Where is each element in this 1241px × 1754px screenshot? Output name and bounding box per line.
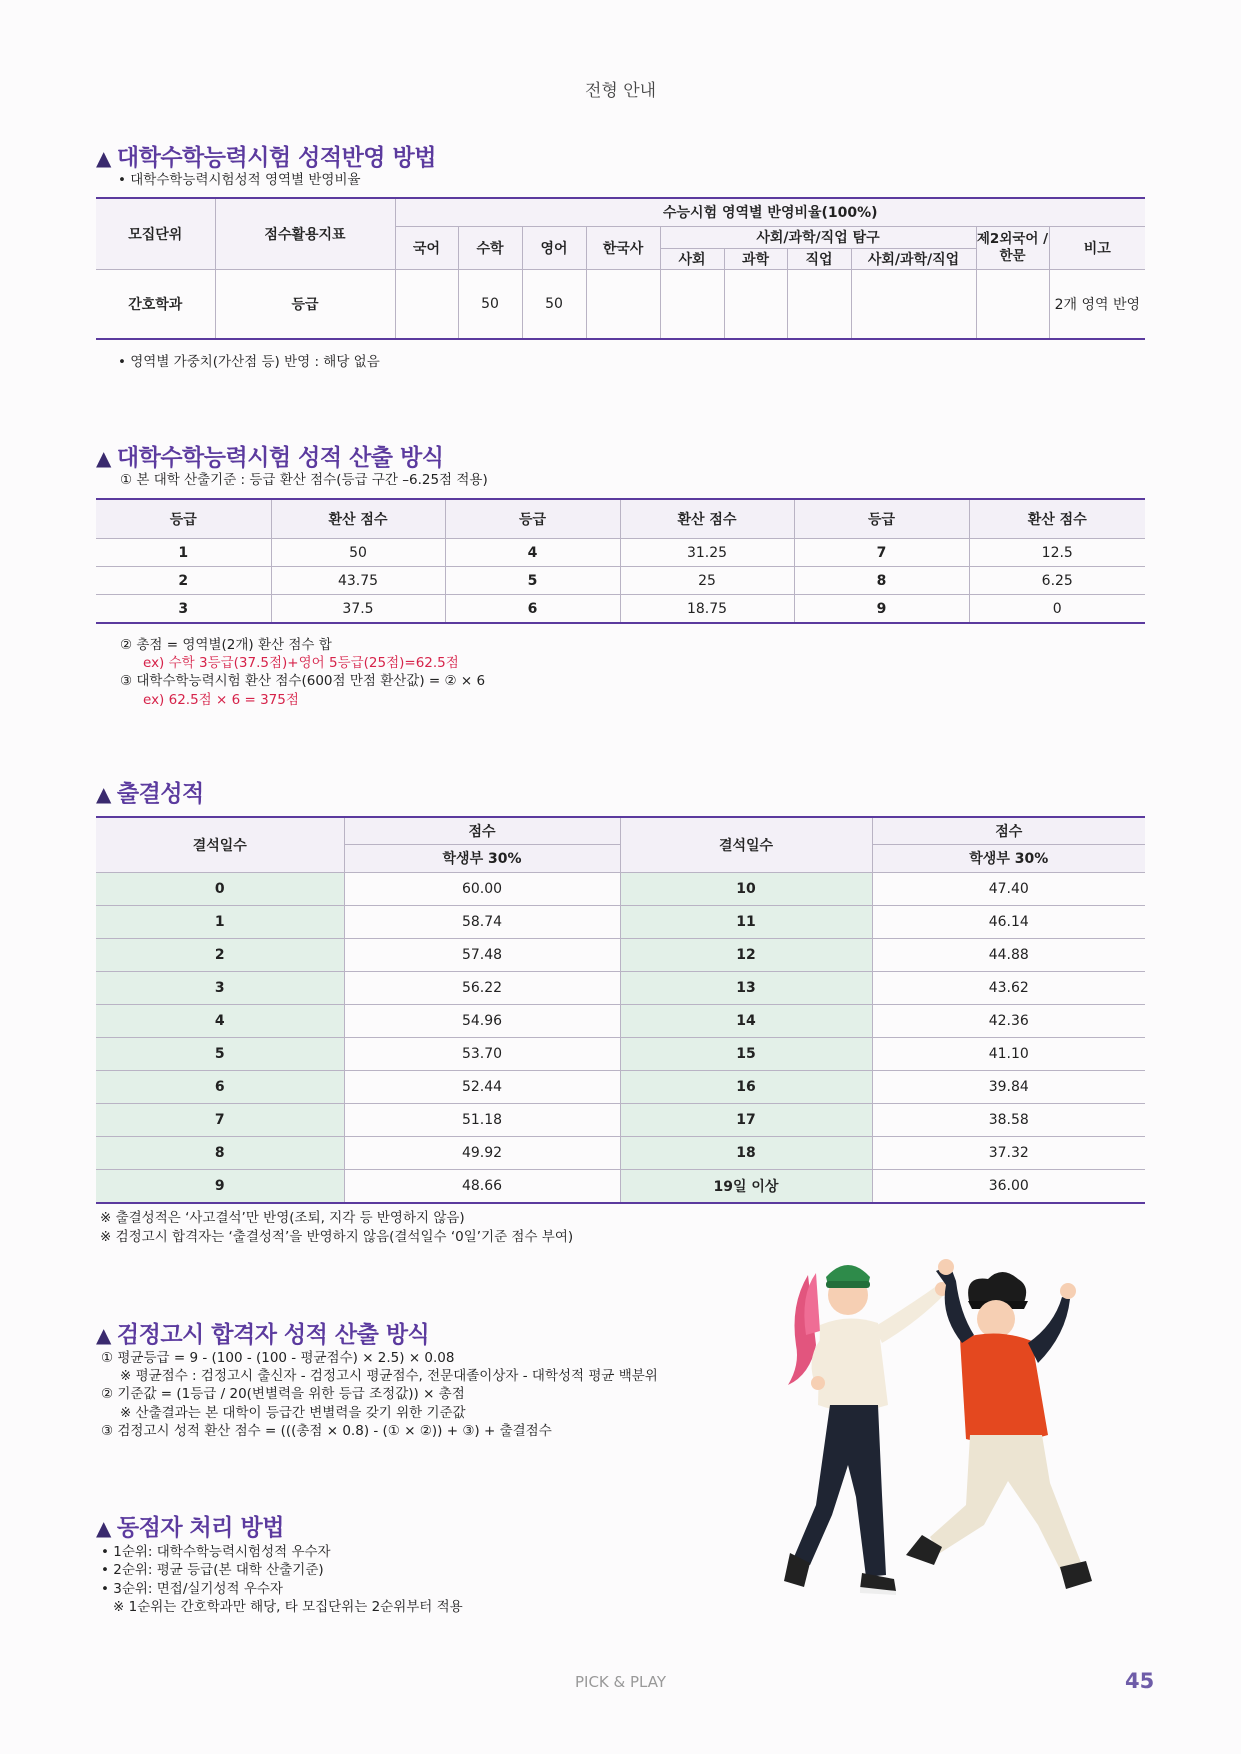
cell-score: 56.22: [344, 971, 620, 1004]
table-row: [96, 971, 1145, 1004]
section-title-csat-method: [96, 139, 436, 172]
section-subnote: • 대학수학능력시험성적 영역별 반영비율: [118, 172, 361, 188]
ged-line-4: ※ 산출결과는 본 대학이 등급간 변별력을 갖기 위한 기준값: [120, 1405, 466, 1421]
calc-basis-note: ① 본 대학 산출기준 : 등급 환산 점수(등급 구간 –6.25점 적용): [120, 472, 488, 488]
boy-figure: [906, 1259, 1092, 1589]
cell-absence-days: 12: [620, 938, 872, 971]
cell-absence-days: 0: [96, 872, 344, 905]
cell-grade: 2: [96, 567, 271, 595]
header-unit: 모집단위: [96, 198, 215, 269]
cell-score: 50: [271, 539, 445, 567]
ged-line-1: ① 평균등급 = 9 - (100 - (100 - 평균점수) × 2.5) × 0.08: [101, 1350, 455, 1366]
section-title-attendance: [96, 775, 204, 808]
table-row: [96, 1070, 1145, 1103]
cell-absence-days: 5: [96, 1037, 344, 1070]
header-record: 학생부 30%: [872, 844, 1145, 872]
grade-conversion-table: [96, 498, 1145, 624]
cell-math: 50: [458, 269, 522, 339]
header-score: 환산 점수: [969, 499, 1145, 539]
header-history: 한국사: [586, 226, 660, 269]
section-title-text: 대학수학능력시험 성적 산출 방식: [116, 445, 444, 471]
cell-score: 44.88: [872, 938, 1145, 971]
cell-unit: 간호학과: [96, 269, 215, 339]
cell-score: 58.74: [344, 905, 620, 938]
tiebreak-line-2: • 2순위: 평균 등급(본 대학 산출기준): [101, 1562, 324, 1578]
cell-grade: 9: [794, 595, 969, 624]
cell-absence-days: 13: [620, 971, 872, 1004]
cell-score: 12.5: [969, 539, 1145, 567]
header-score: 환산 점수: [271, 499, 445, 539]
section-title-text: 출결성적: [116, 781, 204, 807]
header-score: 점수: [344, 817, 620, 844]
triangle-icon: ▲: [96, 1516, 111, 1540]
tiebreak-line-1: • 1순위: 대학수학능력시험성적 우수자: [101, 1544, 331, 1560]
cell-absence-days: 15: [620, 1037, 872, 1070]
triangle-icon: ▲: [96, 146, 111, 170]
section-title-tiebreak: [96, 1509, 284, 1542]
table-row: [96, 1103, 1145, 1136]
cell-job: [787, 269, 851, 339]
weight-note: • 영역별 가중치(가산점 등) 반영 : 해당 없음: [118, 354, 380, 370]
cell-grade: 3: [96, 595, 271, 624]
cell-score: 53.70: [344, 1037, 620, 1070]
cell-absence-days: 14: [620, 1004, 872, 1037]
cell-score: 18.75: [620, 595, 794, 624]
cell-score: 42.36: [872, 1004, 1145, 1037]
cell-score: 25: [620, 567, 794, 595]
section-title-csat-calc: [96, 439, 443, 472]
header-korean: 국어: [395, 226, 458, 269]
example-2: ex) 62.5점 × 6 = 375점: [143, 692, 299, 708]
cell-score: 43.62: [872, 971, 1145, 1004]
header-science: 과학: [724, 248, 787, 269]
table-row: [96, 1037, 1145, 1070]
cell-absence-days: 6: [96, 1070, 344, 1103]
cell-absence-days: 8: [96, 1136, 344, 1169]
header-index: 점수활용지표: [215, 198, 395, 269]
triangle-icon: ▲: [96, 782, 111, 806]
header-english: 영어: [522, 226, 586, 269]
footer-brand: PICK & PLAY: [574, 1673, 667, 1691]
ged-line-2: ※ 평균점수 : 검정고시 출신자 - 검정고시 평균점수, 전문대졸이상자 - 대학성적 평균 백분위: [120, 1368, 658, 1384]
section-title-text: 대학수학능력시험 성적반영 방법: [116, 145, 436, 171]
header-social: 사회: [660, 248, 724, 269]
cell-absence-days: 10: [620, 872, 872, 905]
cell-score: 57.48: [344, 938, 620, 971]
table-row: [96, 1004, 1145, 1037]
cell-score: 37.5: [271, 595, 445, 624]
cell-score: 38.58: [872, 1103, 1145, 1136]
attendance-note-2: ※ 검정고시 합격자는 ‘출결성적’을 반영하지 않음(결석일수 ‘0일’기준 점수 부여): [100, 1229, 574, 1245]
cell-absence-days: 2: [96, 938, 344, 971]
table-row: [96, 905, 1145, 938]
header-job: 직업: [787, 248, 851, 269]
cell-score: 47.40: [872, 872, 1145, 905]
cell-foreign: [976, 269, 1049, 339]
cell-score: 54.96: [344, 1004, 620, 1037]
cell-absence-days: 1: [96, 905, 344, 938]
example-1: ex) 수학 3등급(37.5점)+영어 5등급(25점)=62.5점: [143, 655, 459, 671]
ged-line-5: ③ 검정고시 성적 환산 점수 = (((총점 × 0.8) - (① × ②)) + ③) + 출결점수: [101, 1423, 552, 1439]
cell-note: 2개 영역 반영: [1049, 269, 1145, 339]
tiebreak-line-3: • 3순위: 면접/실기성적 우수자: [101, 1581, 283, 1597]
cell-score: 51.18: [344, 1103, 620, 1136]
tiebreak-line-4: ※ 1순위는 간호학과만 해당, 타 모집단위는 2순위부터 적용: [113, 1599, 463, 1615]
cell-index: 등급: [215, 269, 395, 339]
cell-social: [660, 269, 724, 339]
triangle-icon: ▲: [96, 1323, 111, 1347]
cell-all: [851, 269, 976, 339]
triangle-icon: ▲: [96, 446, 111, 470]
header-record: 학생부 30%: [344, 844, 620, 872]
cell-score: 60.00: [344, 872, 620, 905]
cell-absence-days: 18: [620, 1136, 872, 1169]
cell-score: 6.25: [969, 567, 1145, 595]
header-note: 비고: [1049, 226, 1145, 269]
attendance-note-1: ※ 출결성적은 ‘사고결석’만 반영(조퇴, 지각 등 반영하지 않음): [100, 1210, 465, 1226]
cell-absence-days: 16: [620, 1070, 872, 1103]
header-score: 환산 점수: [620, 499, 794, 539]
header-grade: 등급: [445, 499, 620, 539]
cell-score: 0: [969, 595, 1145, 624]
table-row: [96, 1169, 1145, 1203]
cell-history: [586, 269, 660, 339]
section-title-text: 동점자 처리 방법: [116, 1515, 284, 1541]
header-all: 사회/과학/직업: [851, 248, 976, 269]
table-row: [96, 595, 1145, 624]
header-inquiry: 사회/과학/직업 탐구: [660, 226, 976, 248]
cell-grade: 4: [445, 539, 620, 567]
header-grade: 등급: [794, 499, 969, 539]
csat-ratio-table: [96, 197, 1145, 340]
cell-grade: 5: [445, 567, 620, 595]
table-row: [96, 938, 1145, 971]
cell-grade: 8: [794, 567, 969, 595]
cell-score: 41.10: [872, 1037, 1145, 1070]
section-title-text: 검정고시 합격자 성적 산출 방식: [116, 1322, 430, 1348]
dancing-students-illustration: [770, 1235, 1100, 1615]
cell-absence-days: 17: [620, 1103, 872, 1136]
cell-score: 31.25: [620, 539, 794, 567]
cell-score: 48.66: [344, 1169, 620, 1203]
cell-score: 43.75: [271, 567, 445, 595]
cell-english: 50: [522, 269, 586, 339]
cell-score: 37.32: [872, 1136, 1145, 1169]
cell-score: 36.00: [872, 1169, 1145, 1203]
cell-score: 49.92: [344, 1136, 620, 1169]
header-days: 결석일수: [620, 817, 872, 872]
section-title-ged: [96, 1316, 429, 1349]
page-header-title: 전형 안내: [584, 81, 657, 101]
header-math: 수학: [458, 226, 522, 269]
attendance-table: [96, 816, 1145, 1204]
header-score: 점수: [872, 817, 1145, 844]
cell-absence-days: 7: [96, 1103, 344, 1136]
conversion-note: ③ 대학수학능력시험 환산 점수(600점 만점 환산값) = ② × 6: [120, 673, 486, 689]
table-row: [96, 872, 1145, 905]
table-row: [96, 1136, 1145, 1169]
table-row: [96, 567, 1145, 595]
cell-score: 46.14: [872, 905, 1145, 938]
cell-absence-days: 4: [96, 1004, 344, 1037]
cell-score: 52.44: [344, 1070, 620, 1103]
total-note: ② 총점 = 영역별(2개) 환산 점수 합: [120, 637, 332, 653]
cell-grade: 6: [445, 595, 620, 624]
cell-absence-days: 9: [96, 1169, 344, 1203]
cell-grade: 7: [794, 539, 969, 567]
cell-absence-days: 19일 이상: [620, 1169, 872, 1203]
table-row: [96, 539, 1145, 567]
cell-absence-days: 3: [96, 971, 344, 1004]
cell-science: [724, 269, 787, 339]
header-days: 결석일수: [96, 817, 344, 872]
header-grade: 등급: [96, 499, 271, 539]
header-foreign: 제2외국어 / 한문: [976, 226, 1049, 269]
header-ratio: 수능시험 영역별 반영비율(100%): [395, 198, 1145, 226]
page-number: 45: [1125, 1669, 1155, 1693]
cell-score: 39.84: [872, 1070, 1145, 1103]
cell-absence-days: 11: [620, 905, 872, 938]
cell-korean: [395, 269, 458, 339]
cell-grade: 1: [96, 539, 271, 567]
ged-line-3: ② 기준값 = (1등급 / 20(변별력을 위한 등급 조정값)) × 총점: [101, 1386, 465, 1402]
